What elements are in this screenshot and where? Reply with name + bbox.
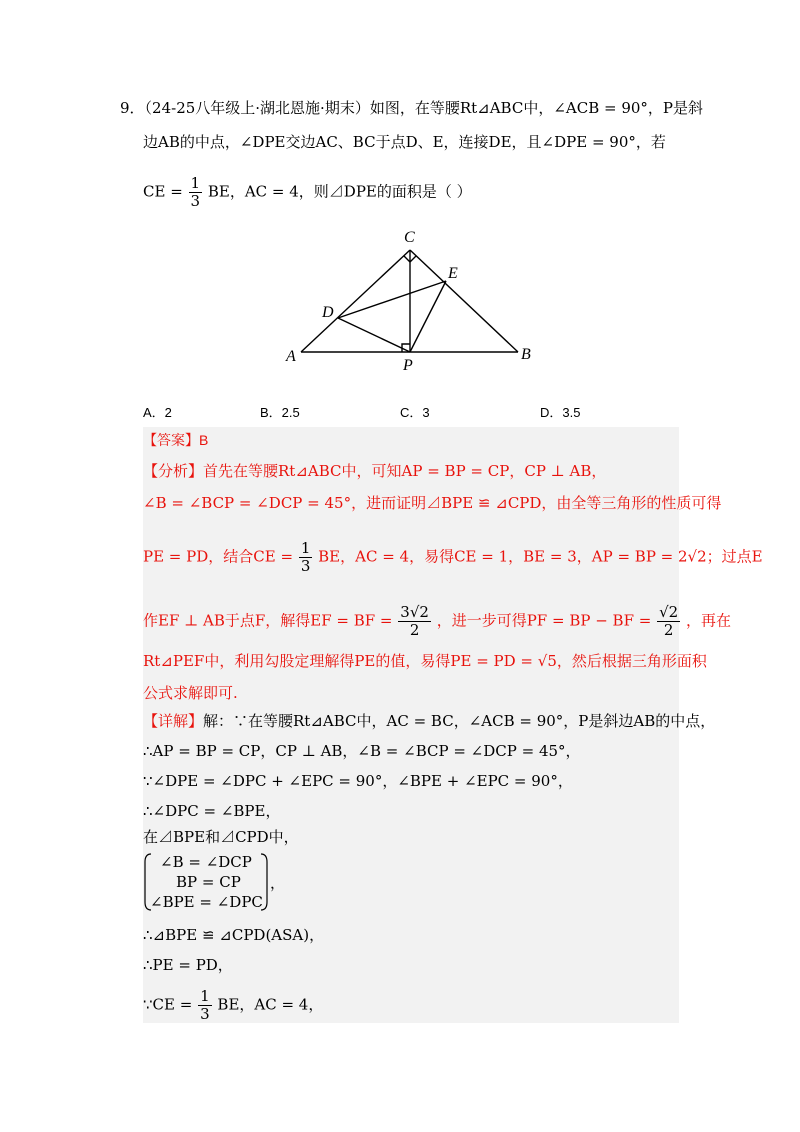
analysis-line-4: 作EF ⊥ AB于点F，解得EF = BF = $\frac{3√2}{2}$ ，进一步可得PF = BP − BF = $\frac{√2}{2}$ ，再在 [143,603,731,639]
label-P: P [403,357,413,374]
geometry-figure [280,222,540,377]
detail-line-4: ∴∠DPC = ∠BPE， [143,802,281,820]
analysis-line-1: 【分析】首先在等腰Rt⊿ABC中，可知AP = BP = CP，CP ⊥ AB， [143,462,607,480]
analysis-line-5: Rt⊿PEF中，利用勾股定理解得PE的值，易得PE = PD = √5，然后根据三角形面积 [143,652,707,670]
detail-line-3: ∵∠DPE = ∠DPC + ∠EPC = 90°，∠BPE + ∠EPC = 90°， [143,772,573,790]
label-D: D [322,304,334,321]
detail-line-7: ∴PE = PD， [143,956,233,974]
label-B: B [521,346,531,363]
analysis-line-2: ∠B = ∠BCP = ∠DCP = 45°，进而证明⊿BPE ≌ ⊿CPD，由全等三角形的性质可得 [143,494,722,512]
question-line-3: CE = $\frac{1}{3}$ BE，AC = 4，则⊿DPE的面积是（ ） [143,174,472,210]
system-end: ， [270,874,286,892]
answer-value: B [199,432,209,448]
label-C: C [404,229,415,246]
fraction-3root2-over-2: $\frac{3√2}{2}$ [400,603,429,639]
detail-line-8: ∵CE = $\frac{1}{3}$ BE，AC = 4， [143,987,324,1023]
segment-BC [410,250,518,352]
label-A: A [286,348,296,365]
analysis-line-3: PE = PD，结合CE = $\frac{1}{3}$ BE，AC = 4，易得CE = 1，BE = 3，AP = BP = 2√2；过点E [143,539,763,575]
label-E: E [448,265,458,282]
question-number: 9． [120,99,145,117]
segment-AC [301,250,410,352]
question-text-1: 如图，在等腰Rt⊿ABC中，∠ACB = 90°，P是斜 [369,99,704,117]
question-source: （24-25八年级上·湖北恩施·期末） [144,99,370,117]
segment-DP [338,318,410,352]
option-d: D．3.5 [540,405,581,420]
question-line-1 [120,97,703,118]
fraction-one-third: $\frac{1}{3}$ [190,174,201,210]
option-a: A．2 [143,405,172,420]
fraction-root2-over-2: $\frac{√2}{2}$ [659,603,679,639]
fraction-one-third: $\frac{1}{3}$ [300,539,311,575]
analysis-line-6: 公式求解即可. [143,684,238,702]
detail-line-2: ∴AP = BP = CP，CP ⊥ AB，∠B = ∠BCP = ∠DCP = 45°， [143,742,581,760]
fraction-one-third: $\frac{1}{3}$ [200,987,210,1023]
answer-label: 【答案】 [143,432,199,448]
system-row-1: ∠B = ∠DCP [160,853,252,871]
option-c: C．3 [400,405,430,420]
answer-line [143,430,208,450]
analysis-label: 【分析】 [143,462,204,480]
detail-line-6: ∴⊿BPE ≌ ⊿CPD(ASA)， [143,926,325,944]
option-b: B．2.5 [260,405,300,420]
system-row-3: ∠BPE = ∠DPC [150,893,263,911]
system-row-2: BP = CP [176,873,241,891]
question-line-2: 边AB的中点，∠DPE交边AC、BC于点D、E，连接DE，且∠DPE = 90°，若 [143,133,666,151]
detail-line-1: 【详解】解：∵在等腰Rt⊿ABC中，AC = BC，∠ACB = 90°，P是斜边AB的中点， [143,712,716,730]
detail-label: 【详解】 [143,712,204,730]
detail-line-5: 在⊿BPE和⊿CPD中， [143,828,299,846]
